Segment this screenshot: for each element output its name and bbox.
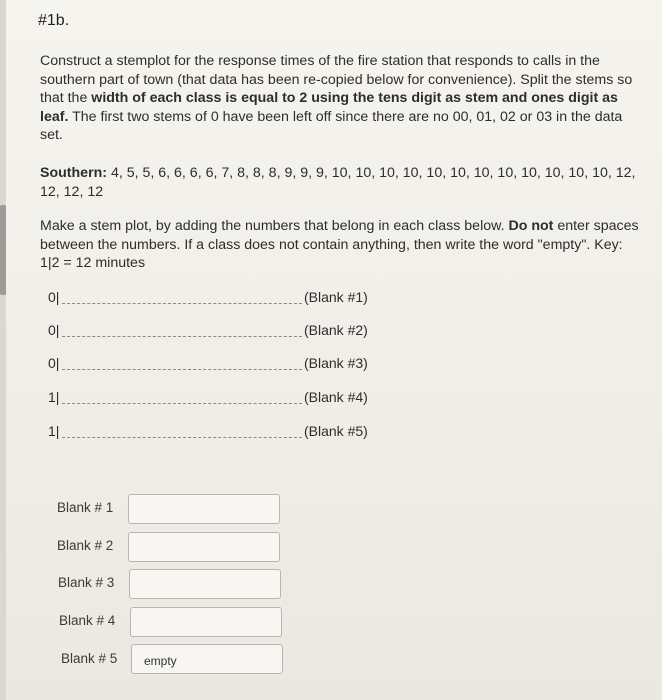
leaf-line [62, 403, 302, 404]
stem-label: 0| [48, 322, 60, 338]
data-set: Southern: 4, 5, 5, 6, 6, 6, 6, 7, 8, 8, 8, 9, 9, 9, 10, 10, 10, 10, 10, 10, 10, 10, 10, 10, 10, 10, 12, 12, 12, 12 [40, 165, 636, 200]
stemplot-row [48, 322, 468, 342]
blank-reference: (Blank #5) [304, 423, 368, 439]
stemplot-row [48, 389, 468, 409]
task-instructions: Make a stem plot, by adding the numbers that belong in each class below. Do not enter spaces between the numbers. If a class does not contain anything, then write the word "empty". Key: 1|2 = 12 minutes [40, 218, 639, 271]
blank-reference: (Blank #1) [304, 289, 368, 305]
blank-reference: (Blank #3) [304, 355, 368, 371]
stemplot-row [48, 355, 468, 375]
blank-5-input[interactable] [131, 644, 283, 674]
leaf-line [62, 369, 302, 370]
stem-label: 0| [48, 355, 60, 371]
leaf-line [62, 437, 302, 438]
blank-3-label: Blank # 3 [58, 575, 115, 590]
stemplot-row [48, 289, 468, 309]
question-number: #1b. [38, 12, 70, 29]
blank-reference: (Blank #2) [304, 322, 368, 338]
leaf-line [62, 336, 302, 337]
blank-2-input[interactable] [128, 532, 280, 562]
scrollbar-thumb[interactable] [0, 205, 6, 295]
stemplot-row [48, 423, 468, 443]
blank-1-input[interactable] [128, 494, 280, 524]
blank-2-label: Blank # 2 [57, 538, 114, 553]
blank-5-label: Blank # 5 [61, 651, 118, 666]
blank-reference: (Blank #4) [304, 389, 368, 405]
stem-label: 1| [48, 389, 60, 405]
stem-label: 0| [48, 289, 60, 305]
leaf-line [62, 303, 302, 304]
blank-4-label: Blank # 4 [59, 613, 116, 628]
stem-label: 1| [48, 423, 60, 439]
scrollbar-track[interactable] [0, 0, 6, 700]
blank-3-input[interactable] [129, 569, 281, 599]
question-instructions: Construct a stemplot for the response times of the fire station that responds to calls in the southern part of town (that data has been re-copied below for convenience). Split the stems so that the width of each class is equal to 2 using the tens digit as stem and ones digit as leaf. The first two stems of 0 have been left off since there are no 00, 01, 02 or 03 in the data set. [40, 53, 633, 143]
blank-1-label: Blank # 1 [57, 500, 114, 515]
blank-4-input[interactable] [130, 607, 282, 637]
